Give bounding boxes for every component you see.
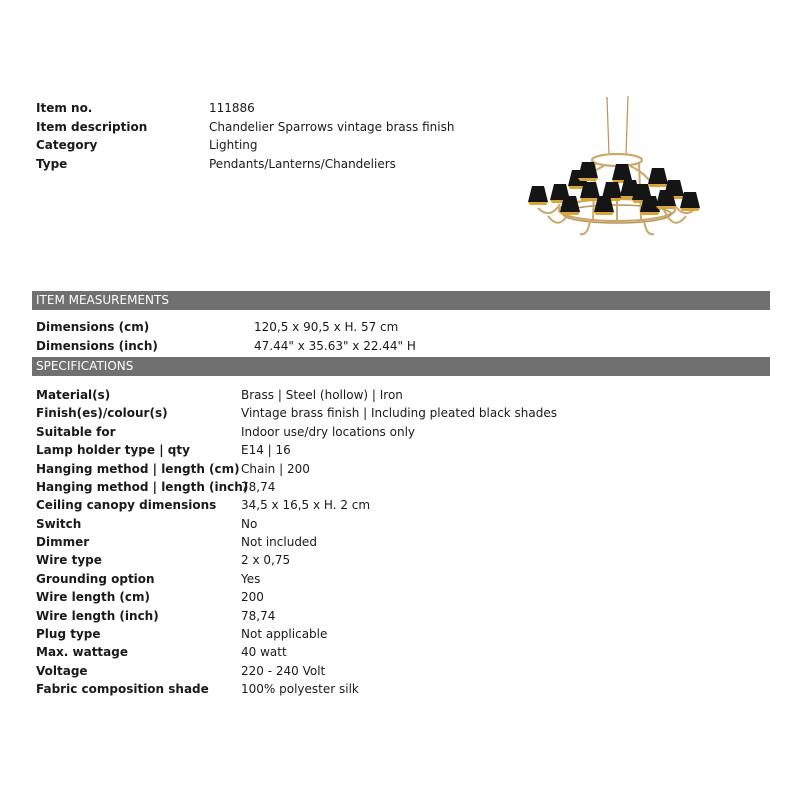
measurement-value: 47.44" x 35.63" x 22.44" H — [254, 338, 416, 353]
spec-row — [36, 460, 557, 478]
measurements-list — [36, 318, 416, 355]
product-image — [520, 92, 710, 252]
info-value: Chandelier Sparrows vintage brass finish — [209, 119, 455, 134]
spec-label: Hanging method | length (inch) — [36, 479, 249, 494]
spec-label: Wire length (inch) — [36, 608, 159, 623]
info-label: Category — [36, 138, 98, 152]
item-info-block — [36, 99, 454, 173]
spec-row — [36, 570, 557, 588]
spec-label: Max. wattage — [36, 645, 128, 660]
spec-value: 200 — [241, 590, 264, 605]
spec-label: Wire type — [36, 553, 102, 568]
info-value: 111886 — [209, 101, 255, 115]
spec-row — [36, 515, 557, 533]
spec-row — [36, 386, 557, 404]
spec-label: Switch — [36, 516, 82, 531]
spec-row — [36, 588, 557, 606]
spec-label: Hanging method | length (cm) — [36, 461, 240, 476]
spec-value: Brass | Steel (hollow) | Iron — [241, 388, 403, 402]
spec-row — [36, 607, 557, 625]
spec-row — [36, 533, 557, 551]
spec-row — [36, 680, 557, 698]
spec-value: 78,74 — [241, 479, 276, 494]
spec-label: Material(s) — [36, 388, 111, 402]
info-value: Pendants/Lanterns/Chandeliers — [209, 156, 396, 171]
info-row — [36, 99, 454, 118]
spec-label: Voltage — [36, 663, 88, 678]
section-header-specifications: SPECIFICATIONS — [32, 357, 770, 376]
spec-row — [36, 643, 557, 661]
spec-value: Yes — [241, 571, 261, 586]
spec-value: 78,74 — [241, 608, 276, 623]
info-label: Type — [36, 156, 68, 171]
info-label: Item description — [36, 119, 148, 134]
spec-value: 100% polyester silk — [241, 682, 359, 696]
measurement-value: 120,5 x 90,5 x H. 57 cm — [254, 320, 399, 334]
section-header-measurements: ITEM MEASUREMENTS — [32, 291, 770, 310]
spec-label: Suitable for — [36, 424, 116, 439]
spec-label: Dimmer — [36, 535, 90, 549]
spec-value: E14 | 16 — [241, 443, 291, 458]
info-row — [36, 155, 454, 174]
spec-label: Grounding option — [36, 571, 155, 586]
spec-row — [36, 662, 557, 680]
spec-row — [36, 551, 557, 569]
spec-row — [36, 441, 557, 459]
spec-label: Ceiling canopy dimensions — [36, 498, 217, 513]
spec-label: Wire length (cm) — [36, 590, 151, 605]
specifications-list — [36, 386, 557, 698]
measurement-label: Dimensions (inch) — [36, 338, 158, 353]
spec-value: 34,5 x 16,5 x H. 2 cm — [241, 498, 371, 513]
spec-value: Chain | 200 — [241, 461, 310, 476]
spec-value: Not included — [241, 535, 317, 549]
spec-label: Fabric composition shade — [36, 682, 209, 696]
chandelier-icon — [520, 92, 710, 252]
spec-row — [36, 478, 557, 496]
spec-row — [36, 625, 557, 643]
spec-row — [36, 496, 557, 514]
info-row — [36, 118, 454, 137]
spec-value: 220 - 240 Volt — [241, 663, 326, 678]
spec-row — [36, 404, 557, 422]
info-label: Item no. — [36, 101, 93, 115]
spec-value: 2 x 0,75 — [241, 553, 291, 568]
spec-label: Finish(es)/colour(s) — [36, 406, 168, 421]
spec-value: Not applicable — [241, 626, 328, 641]
spec-label: Lamp holder type | qty — [36, 443, 190, 458]
spec-value: 40 watt — [241, 645, 287, 660]
spec-value: Vintage brass finish | Including pleated black shades — [241, 406, 558, 421]
info-value: Lighting — [209, 138, 258, 152]
measurement-row — [36, 318, 416, 337]
spec-value: Indoor use/dry locations only — [241, 424, 416, 439]
measurement-row — [36, 337, 416, 356]
measurement-label: Dimensions (cm) — [36, 320, 150, 334]
spec-label: Plug type — [36, 626, 101, 641]
info-row — [36, 136, 454, 155]
spec-row — [36, 423, 557, 441]
spec-value: No — [241, 516, 258, 531]
